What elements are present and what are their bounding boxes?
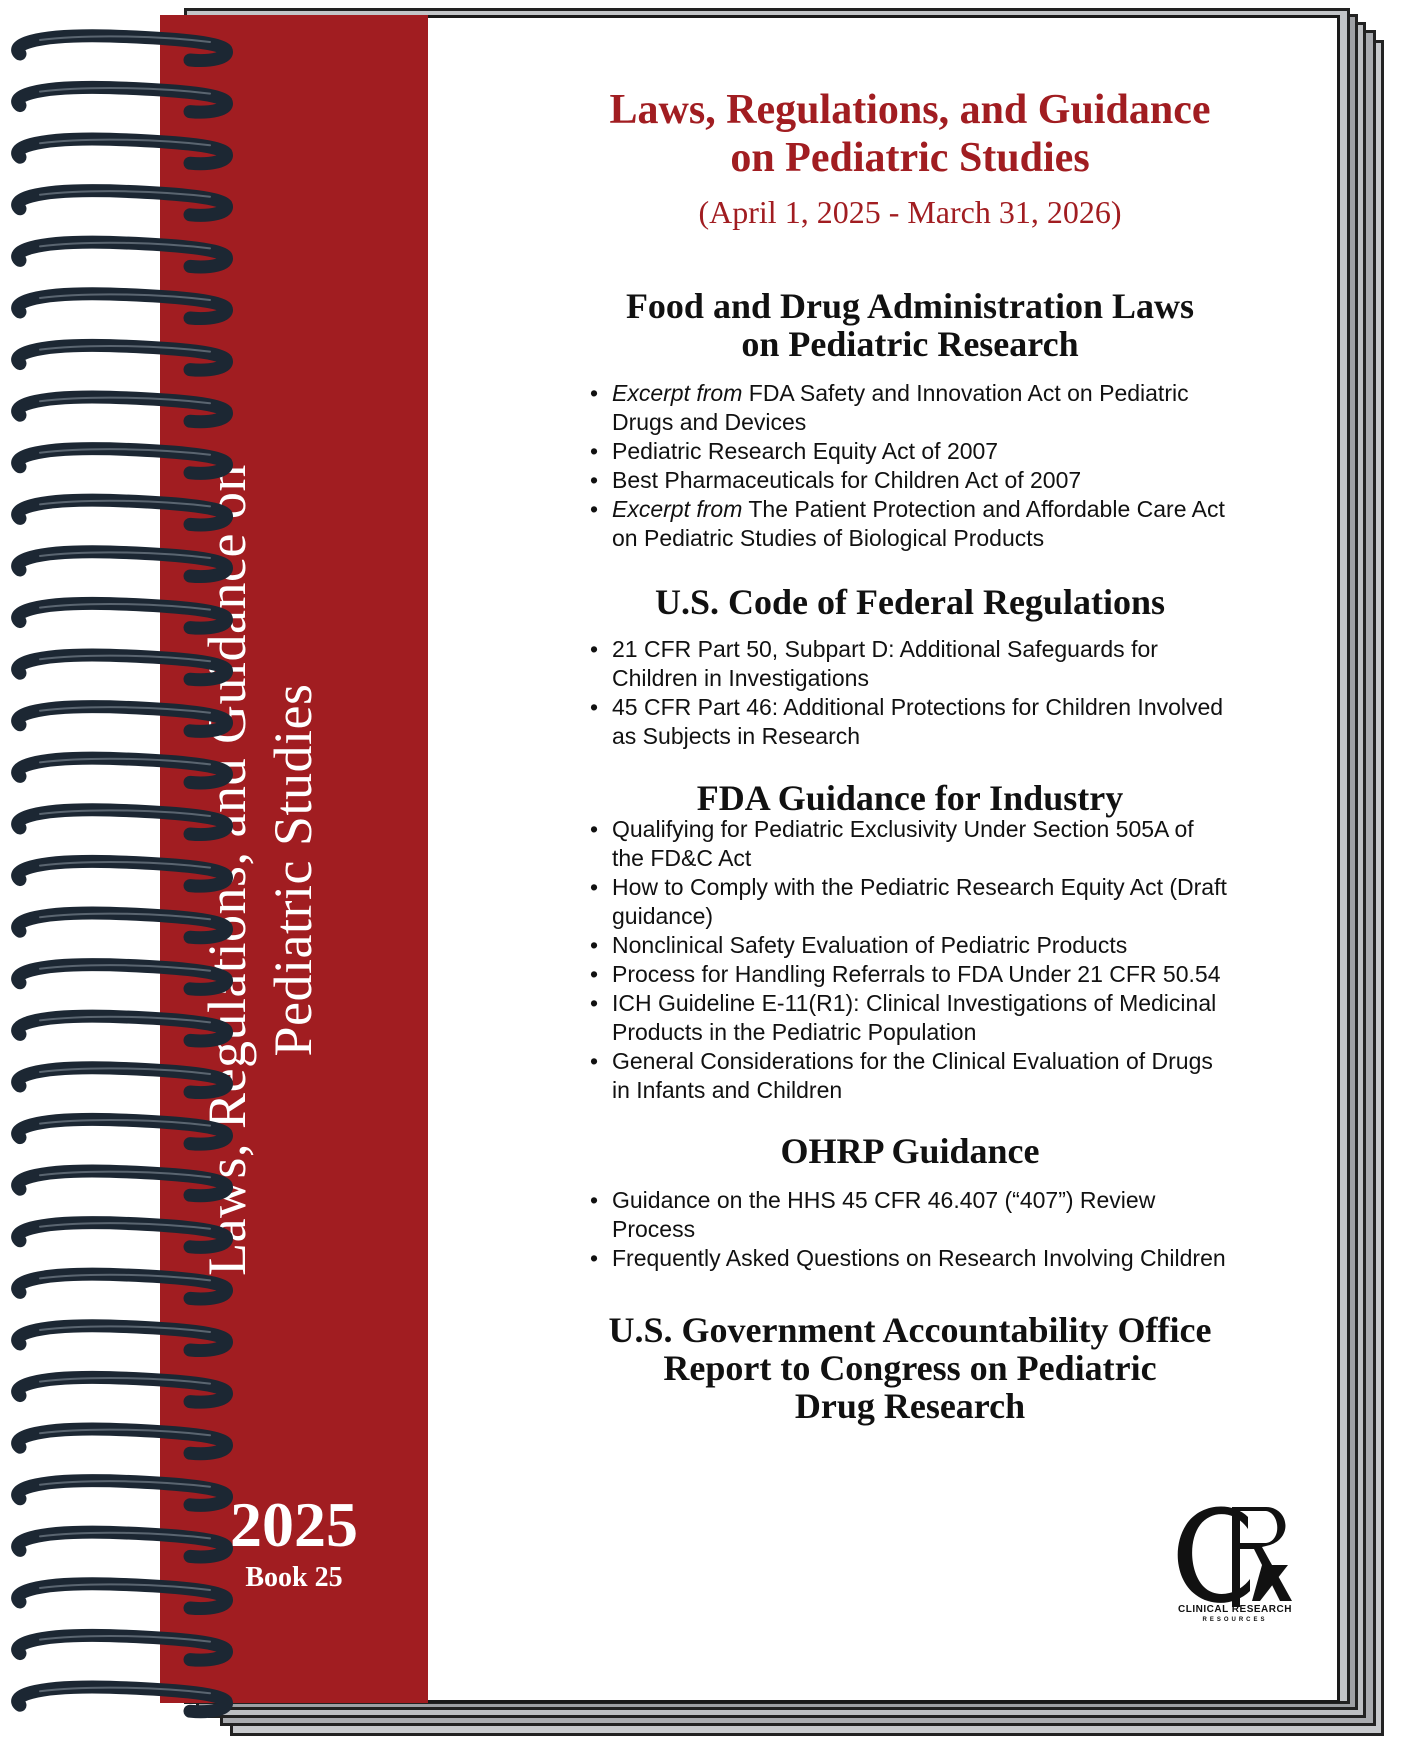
section-heading-cfr: U.S. Code of Federal Regulations	[655, 582, 1165, 622]
item-text: ICH Guideline E-11(R1): Clinical Investigations of Medicinal	[612, 990, 1217, 1016]
spine-book-number: Book 25	[245, 1562, 343, 1593]
item-text: How to Comply with the Pediatric Research Equity Act (Draft	[612, 874, 1227, 900]
item-text: 45 CFR Part 46: Additional Protections for Children Involved	[612, 694, 1224, 720]
spiral-coil	[18, 1635, 227, 1660]
heading-line: Drug Research	[794, 1386, 1026, 1426]
spine-title-line2: Pediatric Studies	[263, 683, 323, 1057]
spiral-coil	[18, 1326, 227, 1351]
spiral-coil	[18, 1481, 227, 1506]
spiral-coil	[18, 87, 227, 112]
list-item	[596, 635, 1246, 693]
item-text: FDA Safety and Innovation Act on Pediatric	[742, 380, 1189, 406]
list-item	[596, 1244, 1246, 1273]
spiral-coil	[18, 449, 227, 474]
spine-year: 2025	[230, 1489, 358, 1560]
list-item	[596, 379, 1246, 437]
list-item	[596, 466, 1246, 495]
item-text-cont: in Infants and Children	[612, 1077, 843, 1103]
list-fda-laws	[596, 379, 1246, 553]
item-text-cont: as Subjects in Research	[612, 723, 861, 749]
list-item	[596, 989, 1246, 1047]
spiral-coil	[18, 1171, 227, 1196]
spiral-coil	[18, 345, 227, 370]
item-text: Qualifying for Pediatric Exclusivity Under Section 505A of	[612, 816, 1194, 842]
spine-title-line1: Laws, Regulations, and Guidance on	[197, 464, 257, 1276]
section-heading-ohrp: OHRP Guidance	[780, 1131, 1040, 1171]
heading-line: on Pediatric Research	[741, 324, 1079, 364]
spiral-coil	[18, 707, 227, 732]
spiral-coil	[18, 1016, 227, 1041]
spiral-coil	[18, 1429, 227, 1454]
spiral-coil	[18, 1119, 227, 1144]
spiral-coil	[18, 758, 227, 783]
spiral-coil	[18, 1687, 227, 1712]
list-item	[596, 1047, 1246, 1105]
spiral-coil	[18, 1068, 227, 1093]
item-text-cont: guidance)	[612, 903, 714, 929]
item-text: 21 CFR Part 50, Subpart D: Additional Safeguards for	[612, 636, 1158, 662]
spiral-coil	[18, 655, 227, 680]
item-text: Pediatric Research Equity Act of 2007	[612, 438, 999, 464]
date-range: (April 1, 2025 - March 31, 2026)	[698, 194, 1122, 230]
item-text: Nonclinical Safety Evaluation of Pediatric Products	[612, 932, 1128, 958]
spiral-coil	[18, 1223, 227, 1248]
spiral-coil	[18, 294, 227, 319]
heading-line: Food and Drug Administration Laws	[625, 286, 1195, 326]
spiral-coil	[18, 552, 227, 577]
spiral-coil	[18, 861, 227, 886]
item-text: The Patient Protection and Affordable Care Act	[742, 496, 1225, 522]
item-text: Best Pharmaceuticals for Children Act of 2007	[612, 467, 1082, 493]
list-item	[596, 437, 1246, 466]
list-ohrp	[596, 1186, 1246, 1273]
item-text-cont: the FD&C Act	[612, 845, 752, 871]
item-text-cont: Drugs and Devices	[612, 409, 807, 435]
cover-title	[540, 86, 1280, 182]
logo-name: CLINICAL RESEARCH	[1178, 1604, 1292, 1615]
section-heading-gao	[540, 1311, 1280, 1425]
section-heading-fda-laws	[540, 287, 1280, 363]
spiral-coil	[18, 500, 227, 525]
spiral-binding	[0, 0, 260, 1741]
list-item	[596, 815, 1246, 873]
list-item	[596, 931, 1246, 960]
item-text-cont: Children in Investigations	[612, 665, 869, 691]
spiral-coil	[18, 913, 227, 938]
spiral-coil	[18, 1377, 227, 1402]
spiral-coil	[18, 139, 227, 164]
spiral-coil	[18, 1584, 227, 1609]
item-text: Frequently Asked Questions on Research Involving Children	[612, 1245, 1226, 1271]
list-item	[596, 873, 1246, 931]
heading-line: U.S. Government Accountability Office	[608, 1310, 1212, 1350]
spiral-coil	[18, 603, 227, 628]
section-heading-fda-guidance: FDA Guidance for Industry	[696, 778, 1124, 818]
item-text-cont: Process	[612, 1216, 696, 1242]
list-item	[596, 495, 1246, 553]
list-item	[596, 960, 1246, 989]
spiral-coil	[18, 810, 227, 835]
spiral-coil	[18, 1532, 227, 1557]
spiral-coil	[18, 242, 227, 267]
item-text-cont: on Pediatric Studies of Biological Products	[612, 525, 1045, 551]
spiral-coil	[18, 965, 227, 990]
spiral-coil	[18, 36, 227, 61]
item-text: Process for Handling Referrals to FDA Under 21 CFR 50.54	[612, 961, 1221, 987]
spiral-coil	[18, 191, 227, 216]
spiral-coil	[18, 1274, 227, 1299]
heading-line: Report to Congress on Pediatric	[663, 1348, 1157, 1388]
list-fda-guidance	[596, 815, 1246, 1105]
item-prefix: Excerpt from	[612, 380, 743, 406]
list-item	[596, 1186, 1246, 1244]
spiral-coil	[18, 397, 227, 422]
item-text-cont: Products in the Pediatric Population	[612, 1019, 977, 1045]
cover-title-line2: on Pediatric Studies	[730, 135, 1090, 181]
cover-title-line1: Laws, Regulations, and Guidance	[609, 87, 1211, 133]
item-prefix: Excerpt from	[612, 496, 743, 522]
item-text: General Considerations for the Clinical Evaluation of Drugs	[612, 1048, 1213, 1074]
logo-sub: RESOURCES	[1202, 1617, 1268, 1623]
item-text: Guidance on the HHS 45 CFR 46.407 (“407”) Review	[612, 1187, 1156, 1213]
list-item	[596, 693, 1246, 751]
list-cfr	[596, 635, 1246, 751]
